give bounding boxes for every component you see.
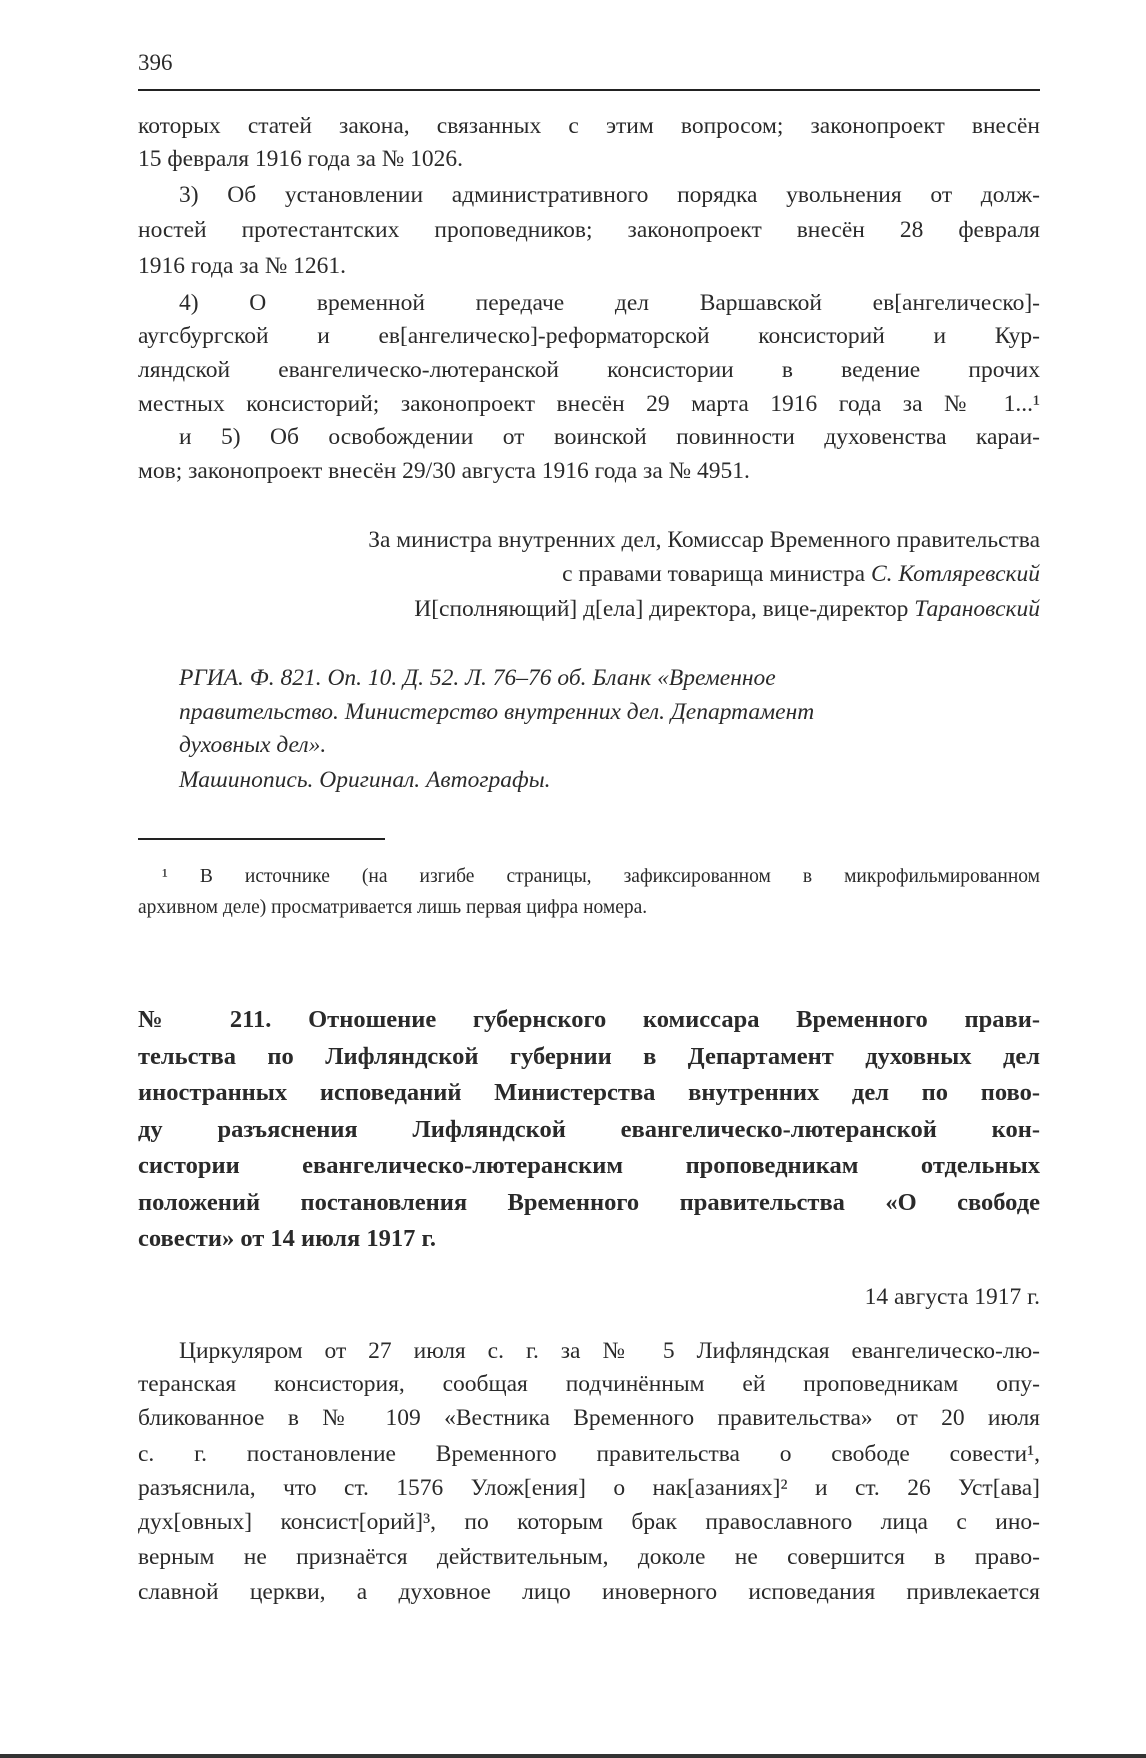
heading-line: тельства по Лифляндской губернии в Департамент духовных дел (138, 1043, 1040, 1070)
text-line: и 5) Об освобождении от воинской повинности духовенства караи- (179, 424, 1040, 450)
text-line: 3) Об установлении административного порядка увольнения от долж- (179, 182, 1040, 208)
heading-line: систории евангелическо-лютеранским проповедникам отдельных (138, 1152, 1040, 1179)
signature-title: с правами товарища министра (562, 561, 871, 587)
signature-line: За министра внутренних дел, Комиссар Временного правительства (368, 527, 1040, 553)
heading-line: иностранных исповеданий Министерства внутренних дел по пово- (138, 1079, 1040, 1106)
footnote-line: архивном деле) просматривается лишь первая цифра номера. (138, 897, 648, 918)
document-date: 14 августа 1917 г. (864, 1284, 1040, 1310)
header-rule (138, 89, 1040, 91)
signature-name: Тарановский (914, 596, 1040, 622)
text-line: мов; законопроект внесён 29/30 августа 1916 года за № 4951. (138, 458, 750, 484)
footnote-rule (138, 838, 385, 840)
footnote-line: ¹ В источнике (на изгибе страницы, зафиксированном в микрофильмированном (162, 866, 1040, 887)
archive-line: правительство. Министерство внутренних дел. Департамент (179, 699, 815, 725)
text-line: 1916 года за № 1261. (138, 253, 347, 279)
text-line: аугсбургской и ев[ангелическо]-реформаторской консисторий и Кур- (138, 323, 1040, 349)
text-line: бликованное в № 109 «Вестника Временного правительства» от 20 июля (138, 1405, 1040, 1431)
text-line: верным не признаётся действительным, доколе не совершится в право- (138, 1544, 1040, 1570)
heading-line: № 211. Отношение губернского комиссара Временного прави- (138, 1006, 1040, 1033)
text-line: ностей протестантских проповедников; законопроект внесён 28 февраля (138, 217, 1040, 243)
page-bottom-edge (0, 1754, 1146, 1758)
text-line: дух[овных] консист[орий]³, по которым брак православного лица с ино- (138, 1509, 1040, 1535)
page-number: 396 (138, 50, 173, 75)
text-line: 4) О временной передаче дел Варшавской ев[ангелическо]- (179, 290, 1040, 316)
text-line: теранская консистория, сообщая подчинённым ей проповедникам опу- (138, 1371, 1040, 1397)
signature-title: И[сполняющий] д[ела] директора, вице-директор (414, 596, 915, 622)
archive-line: Машинопись. Оригинал. Автографы. (179, 767, 551, 793)
text-line: 15 февраля 1916 года за № 1026. (138, 146, 463, 172)
archive-line: духовных дел». (179, 732, 327, 758)
text-line: с. г. постановление Временного правительства о свободе совести¹, (138, 1441, 1040, 1467)
text-line: ляндской евангелическо-лютеранской консистории в ведение прочих (138, 357, 1040, 383)
archive-line: РГИА. Ф. 821. Оп. 10. Д. 52. Л. 76–76 об. Бланк «Временное (179, 665, 776, 691)
heading-line: положений постановления Временного правительства «О свободе (138, 1189, 1040, 1216)
text-line: Циркуляром от 27 июля с. г. за № 5 Лифляндская евангелическо-лю- (179, 1338, 1040, 1364)
text-line: славной церкви, а духовное лицо иноверного исповедания привлекается (138, 1579, 1040, 1605)
text-line: разъяснила, что ст. 1576 Улож[ения] о нак[азаниях]² и ст. 26 Уст[ава] (138, 1475, 1040, 1501)
signature-line (138, 559, 1040, 589)
text-line: которых статей закона, связанных с этим вопросом; законопроект внесён (138, 113, 1040, 139)
text-line: местных консисторий; законопроект внесён 29 марта 1916 года за № 1...¹ (138, 391, 1040, 417)
heading-line: ду разъяснения Лифляндской евангелическо-лютеранской кон- (138, 1116, 1040, 1143)
signature-name: С. Котляревский (870, 561, 1040, 587)
signature-line (138, 594, 1040, 624)
heading-line: совести» от 14 июля 1917 г. (138, 1225, 436, 1252)
